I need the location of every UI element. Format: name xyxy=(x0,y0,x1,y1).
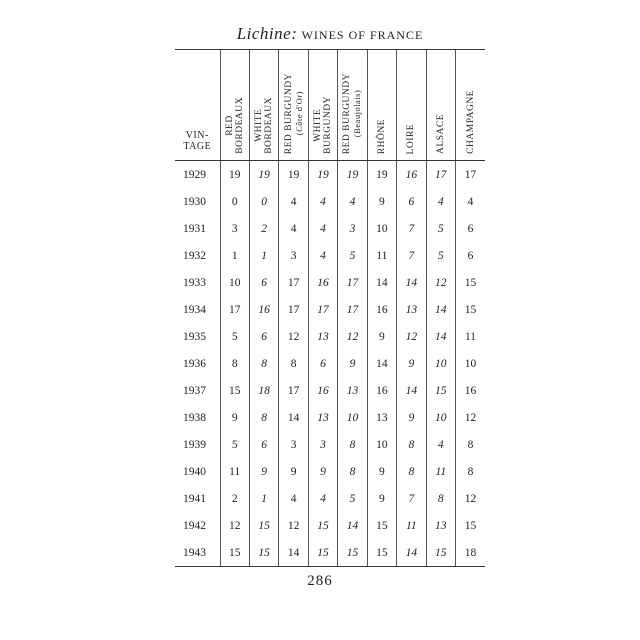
rating-cell: 16 xyxy=(249,296,278,323)
column-header-line: WHITE xyxy=(313,108,324,142)
rating-cell: 12 xyxy=(279,323,308,350)
rating-cell: 8 xyxy=(338,458,367,485)
vintage-year-cell: 1942 xyxy=(183,519,206,532)
rating-cell: 14 xyxy=(367,350,396,377)
rating-cell: 1 xyxy=(249,485,278,512)
column-header-label xyxy=(342,67,362,160)
rating-cell: 4 xyxy=(279,215,308,242)
column-header-line: LOIRE xyxy=(406,123,417,154)
rating-cell: 4 xyxy=(308,485,337,512)
rating-cell: 9 xyxy=(279,458,308,485)
rating-cell: 7 xyxy=(397,215,426,242)
rating-cell: 17 xyxy=(338,269,367,296)
rating-cell: 15 xyxy=(456,296,486,323)
rating-cell: 17 xyxy=(338,296,367,323)
table-row xyxy=(175,539,485,567)
rating-cell: 9 xyxy=(367,188,396,215)
rating-cell: 6 xyxy=(456,215,486,242)
column-header xyxy=(367,50,396,161)
column-header-line: BORDEAUX xyxy=(234,97,245,154)
rating-cell: 4 xyxy=(279,485,308,512)
rating-cell: 9 xyxy=(249,458,278,485)
rating-cell: 17 xyxy=(220,296,249,323)
rating-cell: 1 xyxy=(249,242,278,269)
rating-cell: 10 xyxy=(426,404,455,431)
column-header-label xyxy=(466,84,476,160)
rating-cell: 8 xyxy=(456,458,486,485)
vintage-header-line1: VIN- xyxy=(185,130,209,141)
column-header xyxy=(456,50,486,161)
rating-cell: 17 xyxy=(308,296,337,323)
rating-cell: 8 xyxy=(249,350,278,377)
rating-cell: 9 xyxy=(367,458,396,485)
rating-cell: 15 xyxy=(367,512,396,539)
table-row xyxy=(175,269,485,296)
rating-cell: 19 xyxy=(279,161,308,189)
rating-cell: 16 xyxy=(367,377,396,404)
rating-cell: 8 xyxy=(279,350,308,377)
column-header xyxy=(279,50,308,161)
rating-cell: 5 xyxy=(220,431,249,458)
table-row xyxy=(175,485,485,512)
rating-cell: 15 xyxy=(456,269,486,296)
rating-cell: 6 xyxy=(249,323,278,350)
table-row xyxy=(175,512,485,539)
rating-cell: 9 xyxy=(367,323,396,350)
vintage-year-cell: 1938 xyxy=(183,411,206,424)
table-header-row xyxy=(175,50,485,161)
rating-cell: 16 xyxy=(397,161,426,189)
rating-cell: 17 xyxy=(426,161,455,189)
rating-cell: 1 xyxy=(220,242,249,269)
rating-cell: 12 xyxy=(456,404,486,431)
rating-cell: 10 xyxy=(367,431,396,458)
rating-cell: 19 xyxy=(249,161,278,189)
column-header xyxy=(249,50,278,161)
column-header xyxy=(308,50,337,161)
rating-cell: 6 xyxy=(249,431,278,458)
rating-cell: 13 xyxy=(338,377,367,404)
rating-cell: 15 xyxy=(249,512,278,539)
rating-cell: 19 xyxy=(338,161,367,189)
rating-cell: 18 xyxy=(456,539,486,567)
rating-cell: 15 xyxy=(456,512,486,539)
rating-cell: 11 xyxy=(426,458,455,485)
rating-cell: 2 xyxy=(220,485,249,512)
rating-cell: 15 xyxy=(426,539,455,567)
rating-cell: 12 xyxy=(426,269,455,296)
rating-cell: 7 xyxy=(397,485,426,512)
rating-cell: 10 xyxy=(456,350,486,377)
rating-cell: 5 xyxy=(338,485,367,512)
vintage-year-cell: 1940 xyxy=(183,465,206,478)
rating-cell: 10 xyxy=(338,404,367,431)
rating-cell: 10 xyxy=(367,215,396,242)
column-header xyxy=(338,50,367,161)
rating-cell: 13 xyxy=(426,512,455,539)
column-header-line: RHÔNE xyxy=(376,118,387,154)
rating-cell: 11 xyxy=(220,458,249,485)
column-header-line: BORDEAUX xyxy=(264,97,275,154)
rating-cell: 4 xyxy=(308,188,337,215)
column-header-line: RED BURGUNDY xyxy=(342,72,353,154)
column-header xyxy=(426,50,455,161)
rating-cell: 8 xyxy=(249,404,278,431)
column-header-label xyxy=(254,91,274,160)
rating-cell: 8 xyxy=(426,485,455,512)
column-header-line: CHAMPAGNE xyxy=(465,90,476,154)
rating-cell: 14 xyxy=(426,296,455,323)
rating-cell: 4 xyxy=(308,242,337,269)
rating-cell: 15 xyxy=(308,512,337,539)
rating-cell: 5 xyxy=(338,242,367,269)
rating-cell: 9 xyxy=(367,485,396,512)
rating-cell: 9 xyxy=(397,350,426,377)
rating-cell: 4 xyxy=(308,215,337,242)
running-head-title: WINES OF FRANCE xyxy=(301,28,424,42)
column-header xyxy=(220,50,249,161)
rating-cell: 14 xyxy=(367,269,396,296)
rating-cell: 5 xyxy=(426,215,455,242)
rating-cell: 6 xyxy=(456,242,486,269)
vintage-year-cell: 1935 xyxy=(183,330,206,343)
vintage-year-cell: 1943 xyxy=(175,539,220,567)
rating-cell: 3 xyxy=(279,431,308,458)
rating-cell: 9 xyxy=(308,458,337,485)
rating-cell: 12 xyxy=(279,512,308,539)
rating-cell: 6 xyxy=(249,269,278,296)
rating-cell: 3 xyxy=(338,215,367,242)
rating-cell: 3 xyxy=(308,431,337,458)
rating-cell: 15 xyxy=(367,539,396,567)
vintage-year-cell: 1929 xyxy=(183,168,206,181)
column-header-label xyxy=(225,91,245,160)
vintage-year-cell: 1932 xyxy=(183,249,206,262)
rating-cell: 9 xyxy=(397,404,426,431)
column-header-label xyxy=(284,67,304,160)
vintage-year-cell: 1936 xyxy=(183,357,206,370)
vintage-year-cell: 1939 xyxy=(183,438,206,451)
rating-cell: 0 xyxy=(220,188,249,215)
table-row xyxy=(175,242,485,269)
rating-cell: 11 xyxy=(456,323,486,350)
rating-cell: 4 xyxy=(338,188,367,215)
rating-cell: 12 xyxy=(220,512,249,539)
table-row xyxy=(175,161,485,189)
rating-cell: 3 xyxy=(279,242,308,269)
rating-cell: 12 xyxy=(397,323,426,350)
rating-cell: 8 xyxy=(456,431,486,458)
rating-cell: 12 xyxy=(456,485,486,512)
vintage-column-header xyxy=(175,50,220,161)
rating-cell: 10 xyxy=(220,269,249,296)
vintage-header-line2: TAGE xyxy=(183,141,212,152)
rating-cell: 13 xyxy=(367,404,396,431)
rating-cell: 6 xyxy=(308,350,337,377)
rating-cell: 8 xyxy=(397,431,426,458)
rating-cell: 17 xyxy=(279,296,308,323)
rating-cell: 4 xyxy=(426,431,455,458)
vintage-year-cell: 1937 xyxy=(183,384,206,397)
rating-cell: 17 xyxy=(456,161,486,189)
rating-cell: 14 xyxy=(279,539,308,567)
column-header-line: WHITE xyxy=(254,109,265,143)
column-header-subtitle: (Côte d'Or) xyxy=(293,91,304,136)
rating-cell: 3 xyxy=(220,215,249,242)
rating-cell: 4 xyxy=(426,188,455,215)
rating-cell: 19 xyxy=(220,161,249,189)
table-row xyxy=(175,323,485,350)
table-row xyxy=(175,377,485,404)
rating-cell: 4 xyxy=(279,188,308,215)
table-row xyxy=(175,296,485,323)
rating-cell: 16 xyxy=(456,377,486,404)
rating-cell: 11 xyxy=(397,512,426,539)
rating-cell: 6 xyxy=(397,188,426,215)
table-row xyxy=(175,188,485,215)
column-header xyxy=(397,50,426,161)
vintage-year-cell: 1933 xyxy=(183,276,206,289)
rating-cell: 17 xyxy=(279,269,308,296)
rating-cell: 8 xyxy=(397,458,426,485)
rating-cell: 14 xyxy=(426,323,455,350)
vintage-year-cell: 1941 xyxy=(183,492,206,505)
rating-cell: 17 xyxy=(279,377,308,404)
rating-cell: 8 xyxy=(220,350,249,377)
table-body xyxy=(175,161,485,567)
table-row xyxy=(175,404,485,431)
rating-cell: 19 xyxy=(308,161,337,189)
rating-cell: 14 xyxy=(397,539,426,567)
rating-cell: 14 xyxy=(338,512,367,539)
rating-cell: 8 xyxy=(338,431,367,458)
table-row xyxy=(175,431,485,458)
rating-cell: 13 xyxy=(308,323,337,350)
rating-cell: 9 xyxy=(220,404,249,431)
column-header-line: RED xyxy=(224,115,235,136)
rating-cell: 15 xyxy=(338,539,367,567)
column-header-line: BURGUNDY xyxy=(323,96,334,154)
rating-cell: 15 xyxy=(308,539,337,567)
rating-cell: 4 xyxy=(456,188,486,215)
rating-cell: 18 xyxy=(249,377,278,404)
vintage-year-cell: 1930 xyxy=(183,195,206,208)
rating-cell: 14 xyxy=(397,377,426,404)
rating-cell: 13 xyxy=(308,404,337,431)
rating-cell: 9 xyxy=(338,350,367,377)
rating-cell: 11 xyxy=(367,242,396,269)
rating-cell: 13 xyxy=(397,296,426,323)
column-header-label xyxy=(377,113,387,160)
column-header-line: RED BURGUNDY xyxy=(283,72,294,154)
page-number: 286 xyxy=(307,573,333,589)
rating-cell: 16 xyxy=(308,377,337,404)
column-header-subtitle: (Beaujolais) xyxy=(352,89,363,138)
column-header-line: ALSACE xyxy=(435,114,446,154)
vintage-year-cell: 1934 xyxy=(183,303,206,316)
rating-cell: 14 xyxy=(279,404,308,431)
rating-cell: 16 xyxy=(367,296,396,323)
running-head xyxy=(175,24,485,44)
rating-cell: 15 xyxy=(426,377,455,404)
rating-cell: 7 xyxy=(397,242,426,269)
rating-cell: 15 xyxy=(249,539,278,567)
column-header-label xyxy=(436,108,446,160)
rating-cell: 15 xyxy=(220,539,249,567)
rating-cell: 5 xyxy=(220,323,249,350)
column-header-label xyxy=(406,118,416,160)
rating-cell: 14 xyxy=(397,269,426,296)
column-header-label xyxy=(313,90,333,160)
running-head-author: Lichine: xyxy=(236,24,298,43)
rating-cell: 19 xyxy=(367,161,396,189)
table-row xyxy=(175,458,485,485)
rating-cell: 15 xyxy=(220,377,249,404)
rating-cell: 16 xyxy=(308,269,337,296)
rating-cell: 0 xyxy=(249,188,278,215)
table-row xyxy=(175,215,485,242)
vintage-chart-table xyxy=(175,49,485,567)
rating-cell: 5 xyxy=(426,242,455,269)
table-row xyxy=(175,350,485,377)
rating-cell: 12 xyxy=(338,323,367,350)
rating-cell: 2 xyxy=(249,215,278,242)
rating-cell: 10 xyxy=(426,350,455,377)
vintage-year-cell: 1931 xyxy=(183,222,206,235)
